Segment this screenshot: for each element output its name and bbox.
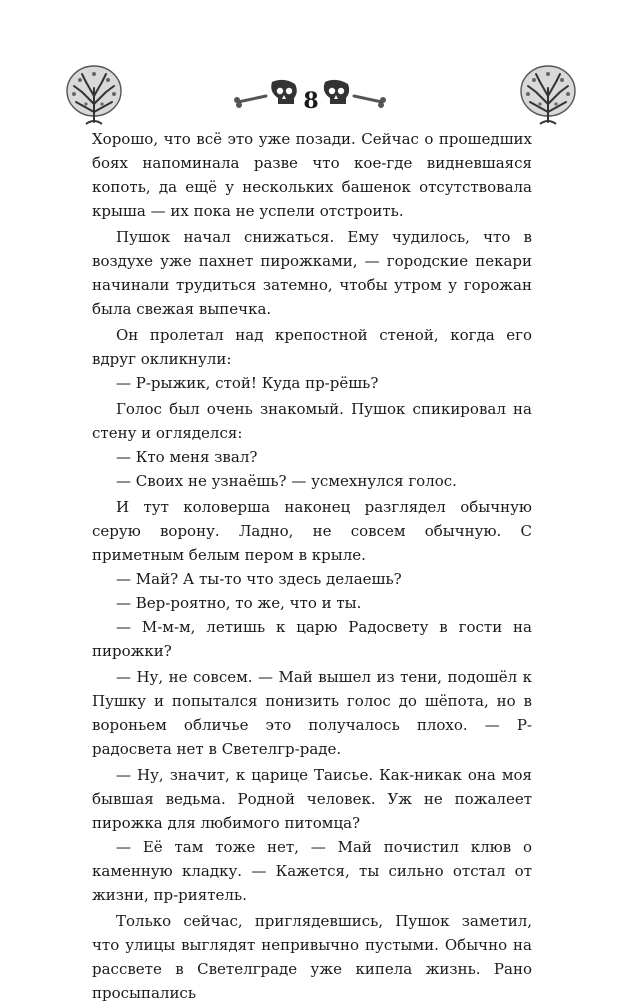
tree-ornament-icon (62, 64, 126, 128)
dialogue-line: — М-м-м, летишь к царю Радосвету в гости на пирожки? (92, 618, 532, 660)
dialogue-line: — Вер-роятно, то же, что и ты. (116, 594, 362, 612)
page-header (0, 0, 619, 125)
paragraph: И тут коловерша наконец разглядел обычную серую ворону. Ладно, не совсем обычную. С приметным белым пером в крыле. (92, 498, 532, 564)
paragraph: Хорошо, что всё это уже позади. Сейчас о прошедших боях напоминала разве что кое-где видневшаяся копоть, да ещё у нескольких башенок отсутствовала крыша — их пока не успели отстроить. (92, 130, 532, 220)
tree-ornament-icon (516, 64, 580, 128)
dialogue-line: — Ну, значит, к царице Таисье. Как-никак она моя бывшая ведьма. Родной человек. Уж не пожалеет пирожка для любимого питомца? (92, 766, 532, 832)
paragraph: Голос был очень знакомый. Пушок спикировал на стену и огляделся: (92, 400, 532, 442)
skull-and-bone-icon (318, 78, 388, 112)
paragraph: Он пролетал над крепостной стеной, когда его вдруг окликнули: (92, 326, 532, 368)
paragraph: Пушок начал снижаться. Ему чудилось, что в воздухе уже пахнет пирожками, — городские пекари начинали трудиться затемно, чтобы утром у горожан была свежая выпечка. (92, 228, 532, 318)
page-number: 8 (303, 88, 319, 114)
skull-and-bone-icon (232, 78, 302, 112)
dialogue-line: — Ну, не совсем. — Май вышел из тени, подошёл к Пушку и попытался понизить голос до шёпота, но в вороньем обличье это получалось плохо. — Р-радосвета нет в Светелгр-раде. (92, 668, 532, 758)
dialogue-line: — Своих не узнаёшь? — усмехнулся голос. (116, 472, 457, 490)
dialogue-line: — Её там тоже нет, — Май почистил клюв о каменную кладку. — Кажется, ты сильно отстал от жизни, пр-риятель. (92, 838, 532, 904)
paragraph: Только сейчас, приглядевшись, Пушок заметил, что улицы выглядят непривычно пустыми. Обычно на рассвете в Светелграде уже кипела жизнь. Рано просыпались (92, 912, 532, 1002)
dialogue-line: — Р-рыжик, стой! Куда пр-рёшь? (116, 374, 379, 392)
body-text (92, 127, 532, 1005)
dialogue-line: — Кто меня звал? (116, 448, 258, 466)
dialogue-line: — Май? А ты-то что здесь делаешь? (116, 570, 402, 588)
